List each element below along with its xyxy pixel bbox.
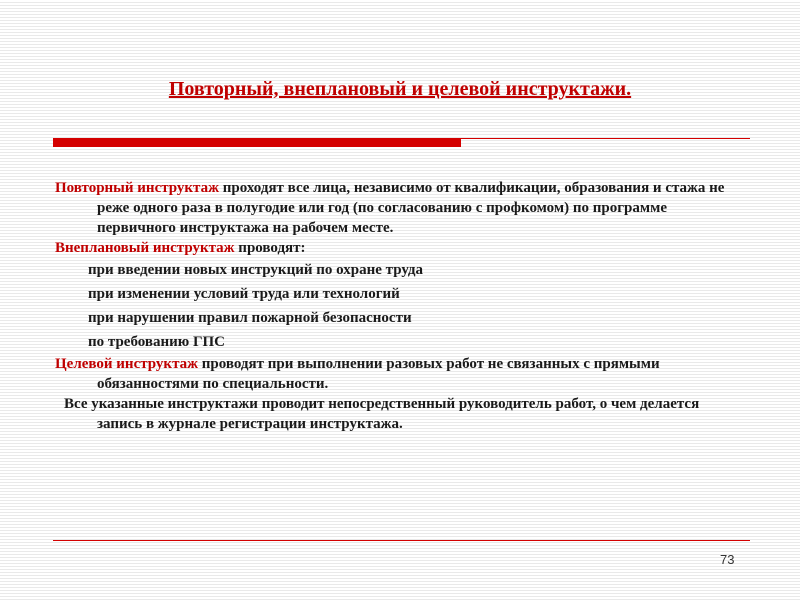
unscheduled-item: при изменении условий труда или технологий (88, 286, 400, 302)
targeted-briefing-paragraph (55, 354, 735, 394)
targeted-briefing-term: Целевой инструктаж (55, 356, 198, 372)
unscheduled-briefing-paragraph (55, 238, 735, 258)
unscheduled-item: при нарушении правил пожарной безопасности (88, 310, 412, 326)
title-underline-thin-line (53, 138, 750, 139)
repeat-briefing-text: проходят все лица, независимо от квалификации, образования и стажа не реже одного раза в полугодие или год (по согласованию с профкомом) по программе первичного инструктажа на рабочем месте. (97, 180, 725, 236)
slide-title: Повторный, внеплановый и целевой инструктажи. (168, 78, 632, 100)
unscheduled-briefing-text: проводят: (234, 240, 306, 256)
targeted-briefing-text: проводят при выполнении разовых работ не связанных с прямыми обязанностями по специальности. (97, 356, 660, 392)
footer-line (53, 540, 750, 541)
note-paragraph: Все указанные инструктажи проводит непосредственный руководитель работ, о чем делается запись в журнале регистрации инструктажа. (64, 396, 700, 432)
slide-body (55, 178, 735, 434)
page-number: 73 (720, 552, 735, 567)
unscheduled-briefing-term: Внеплановый инструктаж (55, 240, 235, 256)
repeat-briefing-term: Повторный инструктаж (55, 180, 219, 196)
unscheduled-item: при введении новых инструкций по охране труда (88, 262, 424, 278)
title-underline-thick-bar (53, 138, 461, 147)
unscheduled-item: по требованию ГПС (88, 334, 226, 350)
repeat-briefing-paragraph (55, 178, 735, 238)
